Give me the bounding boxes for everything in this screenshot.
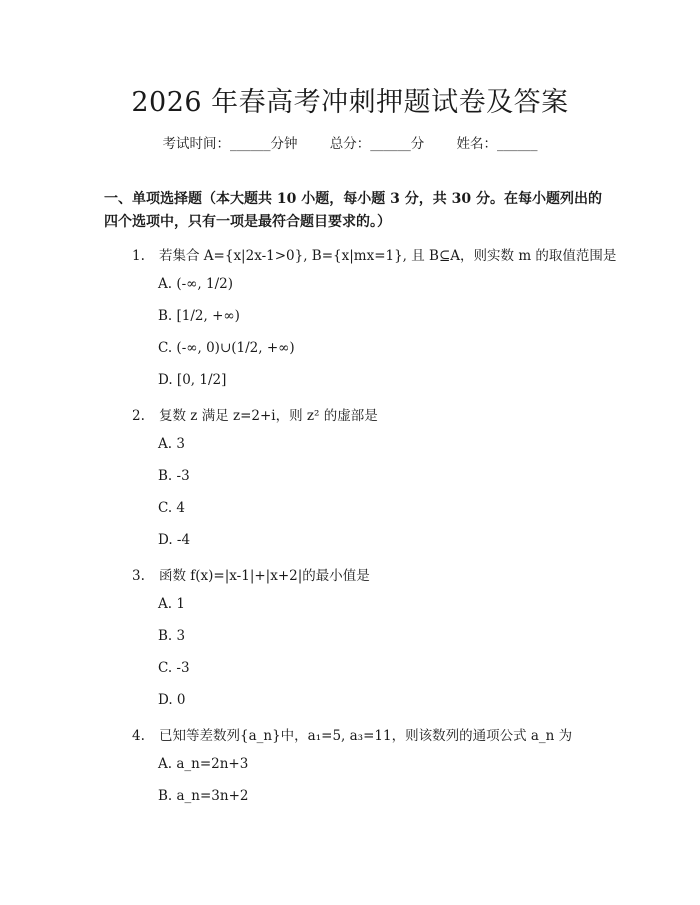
question-1 [132, 244, 616, 264]
question-1-option-b: B. [1/2, +∞) [158, 308, 240, 324]
question-3-option-c: C. -3 [158, 660, 190, 676]
question-4 [132, 724, 572, 744]
question-stem: 函数 f(x)=|x-1|+|x+2|的最小值是 [159, 568, 370, 584]
exam-time-field: 考试时间：______分钟 [162, 136, 298, 152]
question-4-option-a: A. a_n=2n+3 [158, 756, 249, 772]
question-stem: 已知等差数列{a_n}中，a₁=5, a₃=11，则该数列的通项公式 a_n 为 [159, 728, 573, 744]
question-1-option-a: A. (-∞, 1/2) [158, 276, 233, 292]
student-name-field: 姓名：______ [456, 136, 538, 152]
question-2-option-d: D. -4 [158, 532, 191, 548]
question-number: 1. [132, 248, 145, 264]
question-3-option-a: A. 1 [158, 596, 185, 612]
question-stem: 复数 z 满足 z=2+i，则 z² 的虚部是 [159, 408, 378, 424]
page-title: 2026 年春高考冲刺押题试卷及答案 [131, 87, 569, 118]
section-header: 一、单项选择题（本大题共 10 小题，每小题 3 分，共 30 分。在每小题列出的四个选项中，只有一项是最符合题目要求的。） [104, 191, 602, 230]
question-3-option-d: D. 0 [158, 692, 186, 708]
question-number: 2. [132, 408, 145, 424]
question-2-option-a: A. 3 [158, 436, 185, 452]
exam-info-line [0, 132, 700, 152]
question-3 [132, 564, 370, 584]
question-4-option-b: B. a_n=3n+2 [158, 788, 249, 804]
question-2-option-c: C. 4 [158, 500, 186, 516]
total-score-field: 总分：______分 [329, 136, 425, 152]
question-stem: 若集合 A={x|2x-1>0}, B={x|mx=1}, 且 B⊆A，则实数 m 的取值范围是 [159, 248, 617, 264]
question-number: 3. [132, 568, 145, 584]
question-2-option-b: B. -3 [158, 468, 190, 484]
question-number: 4. [132, 728, 145, 744]
question-3-option-b: B. 3 [158, 628, 186, 644]
question-2 [132, 404, 378, 424]
question-1-option-c: C. (-∞, 0)∪(1/2, +∞) [158, 340, 295, 356]
question-1-option-d: D. [0, 1/2] [158, 372, 227, 388]
